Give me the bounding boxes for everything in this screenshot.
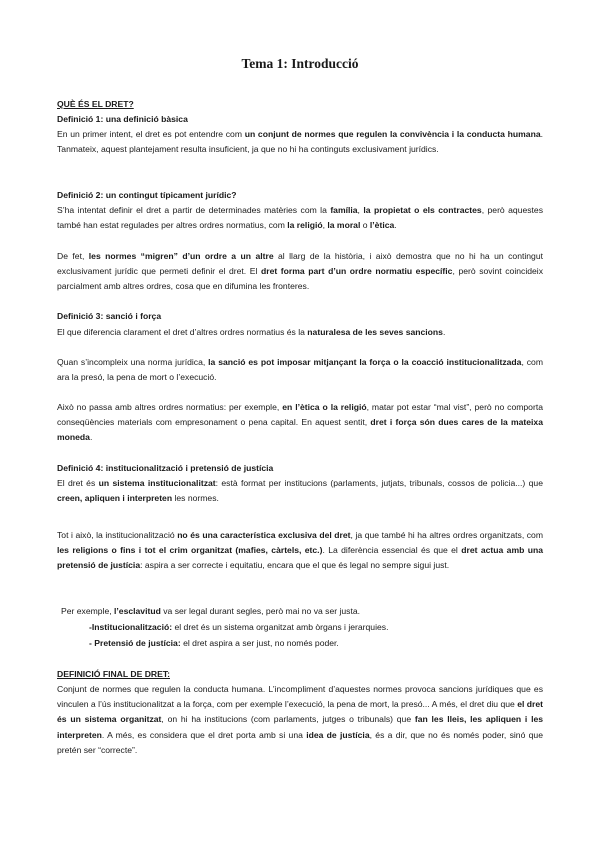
definition-1-heading: Definició 1: una definició bàsica xyxy=(57,114,188,124)
text-run-bold: creen, apliquen i interpreten xyxy=(57,493,173,504)
text-run: . La diferència essencial és que el xyxy=(322,545,462,556)
text-run-bold: les religions o fins i tot el crim organitzat (mafies, càrtels, etc.) xyxy=(57,545,323,556)
text-run: Això no passa amb altres ordres normatius: per exemple, xyxy=(57,402,283,412)
text-run: el dret aspira a ser just, no només poder. xyxy=(180,638,339,648)
text-run-bold: dret forma part d’un ordre normatiu específic xyxy=(260,266,453,277)
text-run-bold: dret actua amb una pretensió de justícia xyxy=(57,545,544,571)
text-run: . xyxy=(89,432,93,443)
definition-4-example xyxy=(57,604,547,619)
text-run: , és a dir, que no és només poder, sinó que pretén ser “correcte”. xyxy=(57,729,543,755)
text-run-bold: no és una característica exclusiva del dret xyxy=(177,530,351,540)
text-run: , com ara la presó, la pena de mort o l’execució. xyxy=(57,357,544,383)
definition-3-paragraph-2 xyxy=(57,355,543,385)
text-run: les normes. xyxy=(172,493,219,504)
text-run: El dret és xyxy=(57,478,99,488)
text-run: , però sovint coincideix parcialment amb altres ordres, cosa que en difumina les fronteres. xyxy=(57,266,543,292)
definition-3-paragraph-3 xyxy=(57,400,543,446)
text-run: , on hi ha institucions (com parlaments, jutges o tribunals) que xyxy=(161,714,415,725)
definition-4-heading: Definició 4: institucionalització i pretensió de justícia xyxy=(57,463,274,473)
text-run: . xyxy=(394,220,397,231)
definition-1-paragraph xyxy=(57,127,543,157)
definition-3-heading: Definició 3: sanció i força xyxy=(57,311,162,321)
text-run-bold: l’ètica xyxy=(369,220,395,231)
text-run: . Tanmateix, aquest plantejament resulta insuficient, ja que no hi ha continguts exclusivament jurídics. xyxy=(57,129,544,155)
text-run-bold: naturalesa de les seves sancions xyxy=(307,327,443,337)
text-run-bold: la moral xyxy=(327,220,361,231)
definition-4-paragraph-2 xyxy=(57,528,543,574)
text-run-bold: un sistema institucionalitzat xyxy=(98,478,216,488)
text-run: , matar pot estar “mal vist”, però no comporta conseqüències materials com empresonament o pena capital. En aquest sentit, xyxy=(57,402,543,428)
text-run: En un primer intent, el dret es pot entendre com xyxy=(57,129,245,139)
text-run-bold: la propietat o els contractes xyxy=(363,205,482,215)
list-item-justice-claim xyxy=(57,636,575,651)
text-run-bold: en l’ètica o la religió xyxy=(282,402,367,412)
text-run: Conjunt de normes que regulen la conducta humana. L’incompliment d’aquestes normes provoca sancions jurídiques que es vinculen a l’ús institucionalitzat a la força, com per exemple l’execució, la pena de mort, la presó... A més, el dret diu que xyxy=(57,684,543,710)
text-run: : aspira a ser correcte i equitatiu, encara que el que és legal no sempre sigui just. xyxy=(140,560,450,571)
definition-3-paragraph-1 xyxy=(57,325,543,340)
text-run: S’ha intentat definir el dret a partir de determinades matèries com la xyxy=(57,205,331,215)
list-item-institutionalization xyxy=(57,620,575,635)
text-run-bold: un conjunt de normes que regulen la convivència i la conducta humana xyxy=(244,129,541,139)
text-run: el dret és un sistema organitzat amb òrgans i jerarquies. xyxy=(172,622,389,632)
text-run: Tot i això, la institucionalització xyxy=(57,530,178,540)
text-run: . A més, es considera que el dret porta amb si una xyxy=(101,729,307,740)
list-item-label: -Institucionalització: xyxy=(89,622,173,632)
definition-2-paragraph-2 xyxy=(57,249,543,295)
section-heading: QUÈ ÉS EL DRET? xyxy=(57,99,134,109)
text-run-bold: les normes “migren” d’un ordre a un altre xyxy=(88,251,274,261)
text-run: o xyxy=(360,220,370,231)
definition-2-paragraph-1 xyxy=(57,203,543,233)
text-run-bold: fan les lleis, les apliquen i les interpreten xyxy=(57,714,544,740)
text-run-bold: família xyxy=(330,205,358,215)
text-run: , xyxy=(357,205,364,215)
text-run-bold: la religió xyxy=(287,220,323,231)
text-run-bold: l’esclavitud xyxy=(114,606,161,616)
text-run: al llarg de la història, i això demostra que no hi ha un contingut exclusivament jurídic que permeti definir el dret. El xyxy=(57,251,543,277)
text-run: Per exemple, xyxy=(61,606,115,616)
text-run-bold: el dret és un sistema organitzat xyxy=(57,699,543,725)
text-run: . xyxy=(442,327,446,337)
text-run: Quan s’incompleix una norma jurídica, xyxy=(57,357,209,367)
text-run: , ja que també hi ha altres ordres organitzats, com xyxy=(350,530,543,540)
definition-2-heading: Definició 2: un contingut típicament jurídic? xyxy=(57,190,237,200)
final-definition-heading: DEFINICIÓ FINAL DE DRET: xyxy=(57,669,170,679)
list-item-label: - Pretensió de justícia: xyxy=(89,638,181,648)
text-run-bold: idea de justícia xyxy=(306,729,370,740)
text-run: El que diferencia clarament el dret d’altres ordres normatius és la xyxy=(57,327,308,337)
text-run: va ser legal durant segles, però mai no va ser justa. xyxy=(160,606,361,616)
text-run-bold: la sanció es pot imposar mitjançant la força o la coacció institucionalitzada xyxy=(208,357,522,367)
text-run: , però aquestes també han estat regulades per altres ordres normatius, com xyxy=(57,205,544,231)
text-run: , xyxy=(322,220,328,231)
text-run-bold: dret i força són dues cares de la mateixa moneda xyxy=(57,417,543,443)
text-run: De fet, xyxy=(57,251,89,261)
page-title: Tema 1: Introducció xyxy=(241,56,359,71)
text-run: : està format per institucions (parlaments, jutjats, tribunals, cossos de policia...) que xyxy=(215,478,543,488)
definition-4-paragraph-1 xyxy=(57,476,543,506)
final-definition-paragraph xyxy=(57,682,543,758)
